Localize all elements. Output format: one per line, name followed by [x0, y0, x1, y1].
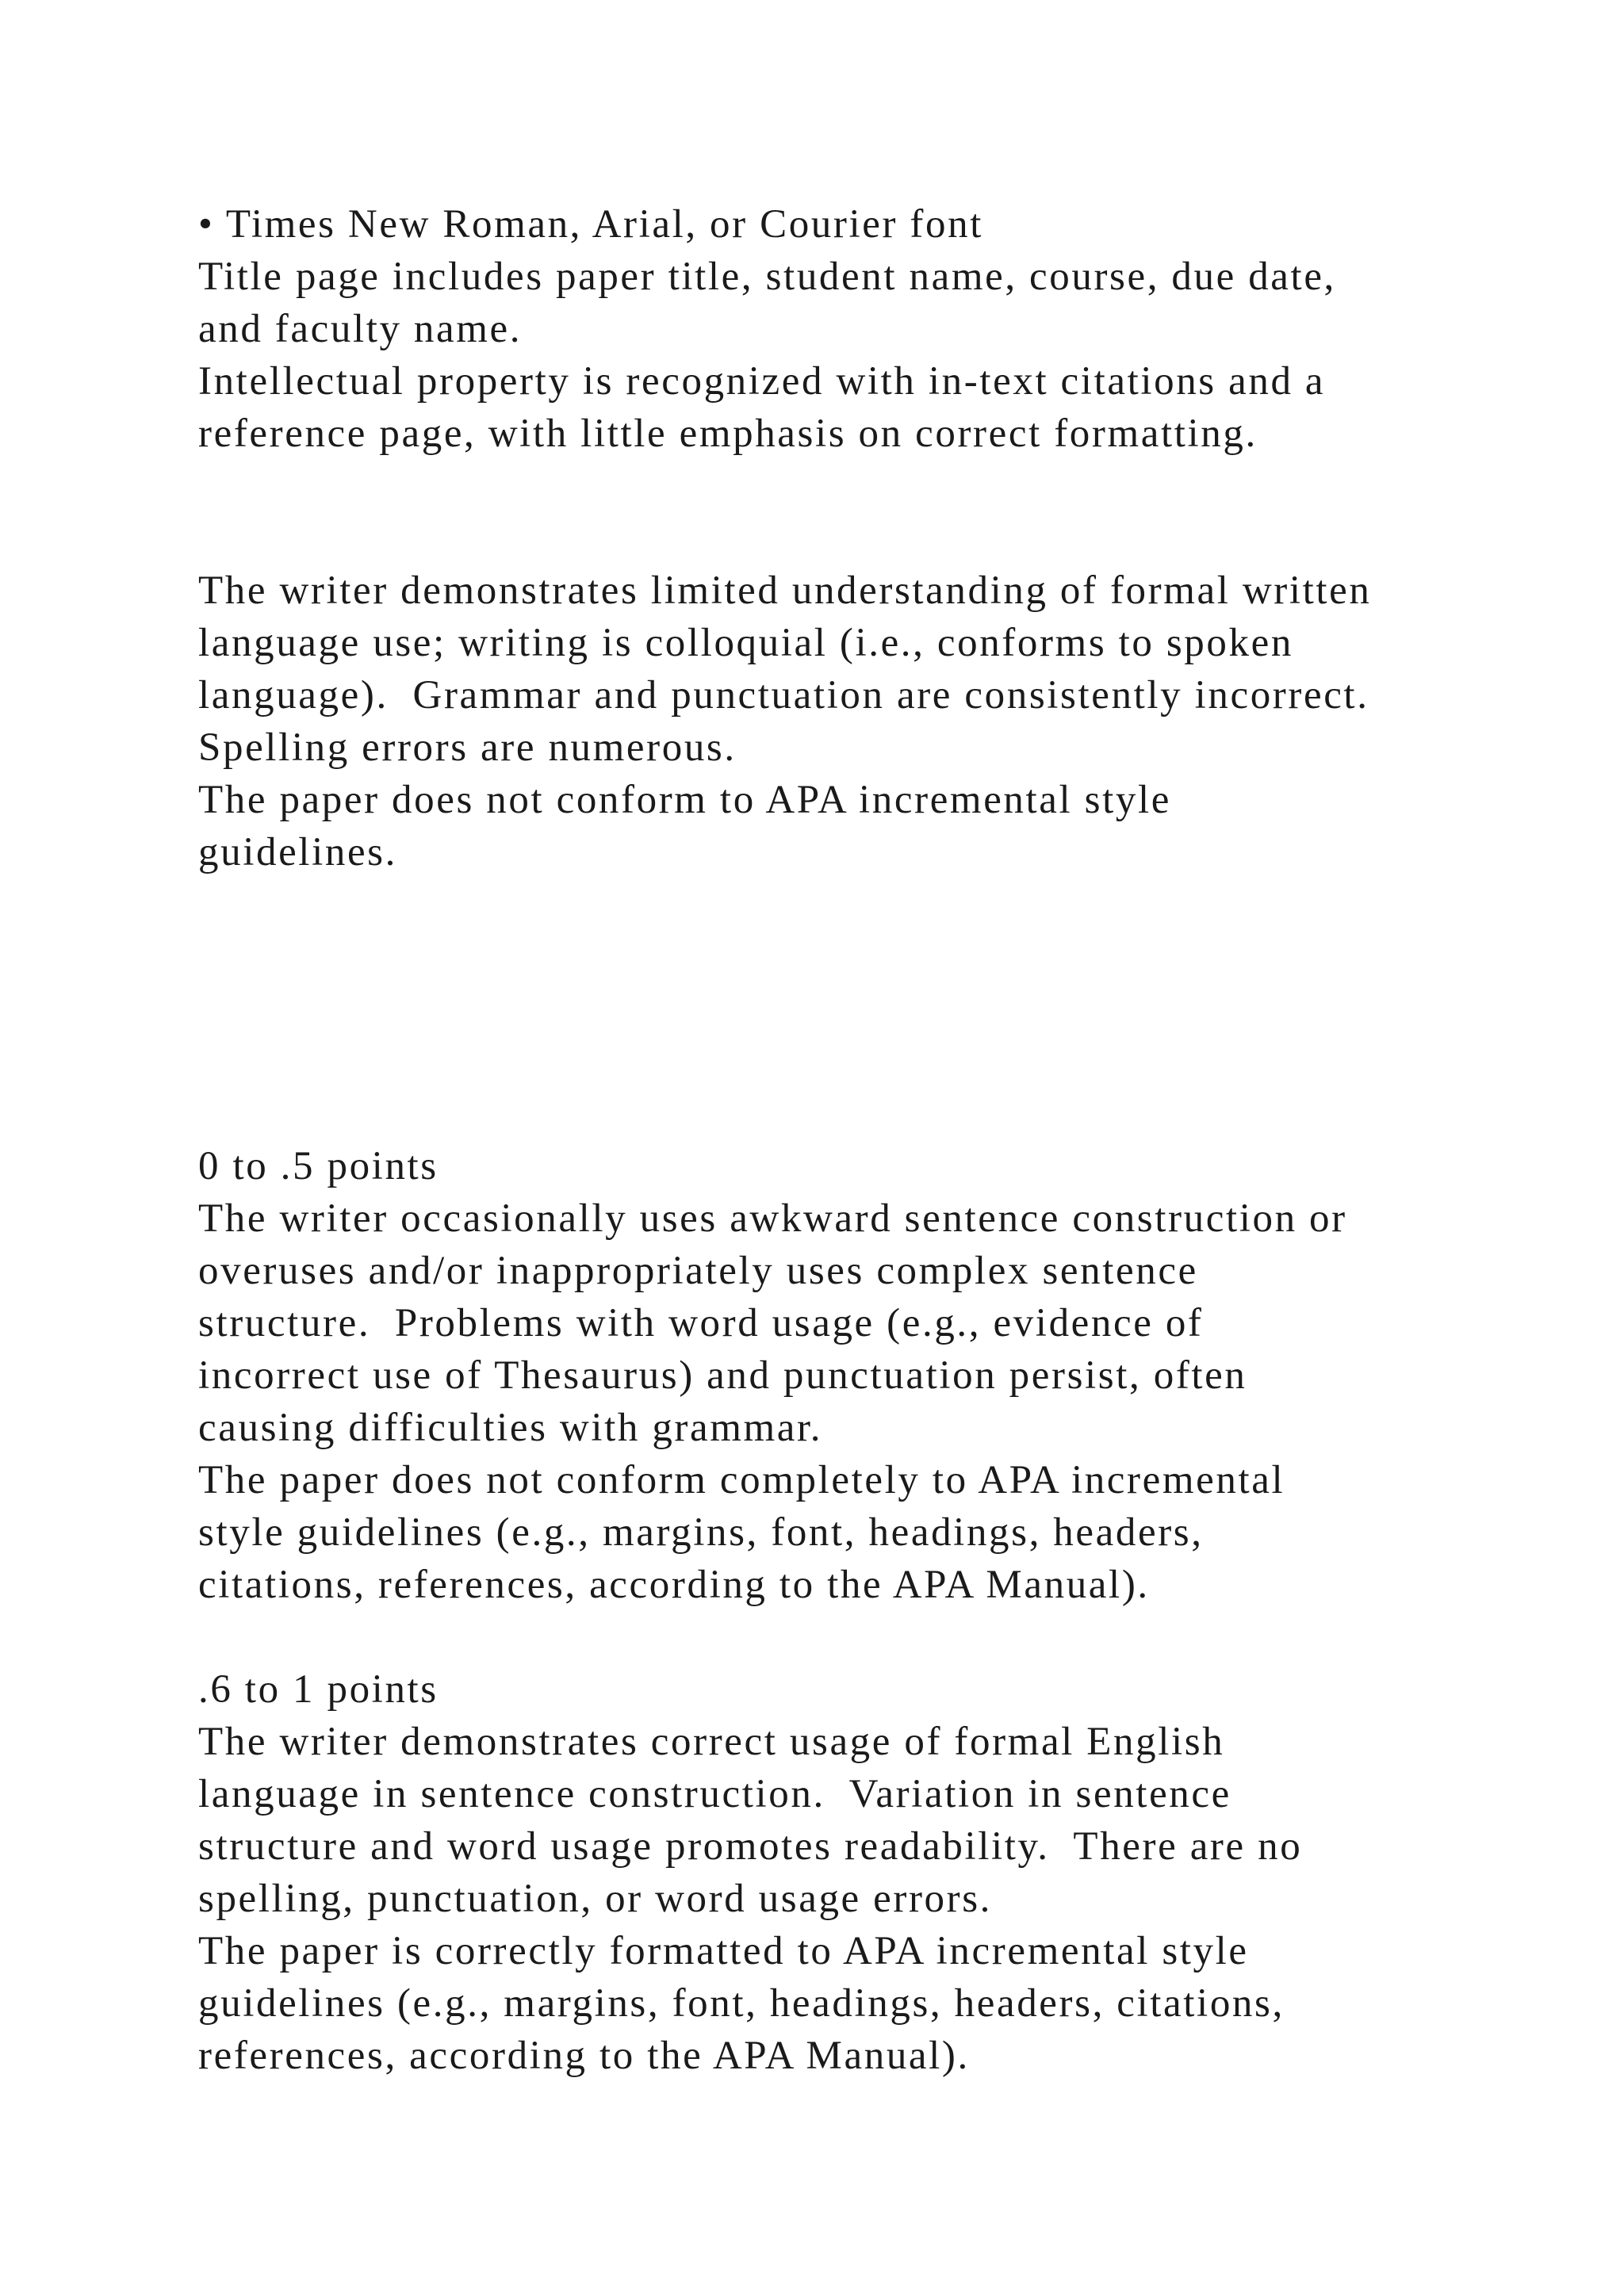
limited-line-5: The paper does not conform to APA incremental style — [198, 778, 1171, 822]
criteria-line-title-page-cont: and faculty name. — [198, 307, 523, 351]
criteria-line-font: • Times New Roman, Arial, or Courier font — [198, 202, 983, 247]
criteria-line-intellectual-property: Intellectual property is recognized with in-text citations and a — [198, 359, 1326, 404]
score-heading-high: .6 to 1 points — [198, 1667, 439, 1712]
limited-line-1: The writer demonstrates limited understanding of formal written — [198, 568, 1372, 613]
high-score-line-2: language in sentence construction. Variation in sentence — [198, 1772, 1231, 1816]
low-score-line-7: style guidelines (e.g., margins, font, headings, headers, — [198, 1510, 1204, 1555]
low-score-line-6: The paper does not conform completely to APA incremental — [198, 1458, 1285, 1502]
low-score-line-5: causing difficulties with grammar. — [198, 1406, 823, 1450]
high-score-line-7: references, according to the APA Manual). — [198, 2034, 970, 2078]
low-score-line-2: overuses and/or inappropriately uses complex sentence — [198, 1249, 1198, 1293]
low-score-line-1: The writer occasionally uses awkward sentence construction or — [198, 1196, 1347, 1241]
low-score-line-8: citations, references, according to the APA Manual). — [198, 1563, 1150, 1607]
limited-line-6: guidelines. — [198, 830, 397, 874]
score-heading-low: 0 to .5 points — [198, 1144, 439, 1188]
limited-line-4: Spelling errors are numerous. — [198, 725, 737, 770]
low-score-line-4: incorrect use of Thesaurus) and punctuation persist, often — [198, 1353, 1247, 1398]
high-score-line-6: guidelines (e.g., margins, font, headings, headers, citations, — [198, 1981, 1285, 2026]
criteria-line-title-page: Title page includes paper title, student name, course, due date, — [198, 254, 1336, 299]
limited-line-3: language). Grammar and punctuation are consistently incorrect. — [198, 673, 1369, 718]
criteria-line-intellectual-property-cont: reference page, with little emphasis on correct formatting. — [198, 411, 1258, 456]
high-score-line-1: The writer demonstrates correct usage of formal English — [198, 1720, 1225, 1764]
high-score-line-3: structure and word usage promotes readability. There are no — [198, 1824, 1303, 1869]
limited-line-2: language use; writing is colloquial (i.e., conforms to spoken — [198, 621, 1293, 665]
high-score-line-4: spelling, punctuation, or word usage errors. — [198, 1877, 993, 1921]
low-score-line-3: structure. Problems with word usage (e.g., evidence of — [198, 1301, 1204, 1345]
high-score-line-5: The paper is correctly formatted to APA incremental style — [198, 1929, 1249, 1973]
